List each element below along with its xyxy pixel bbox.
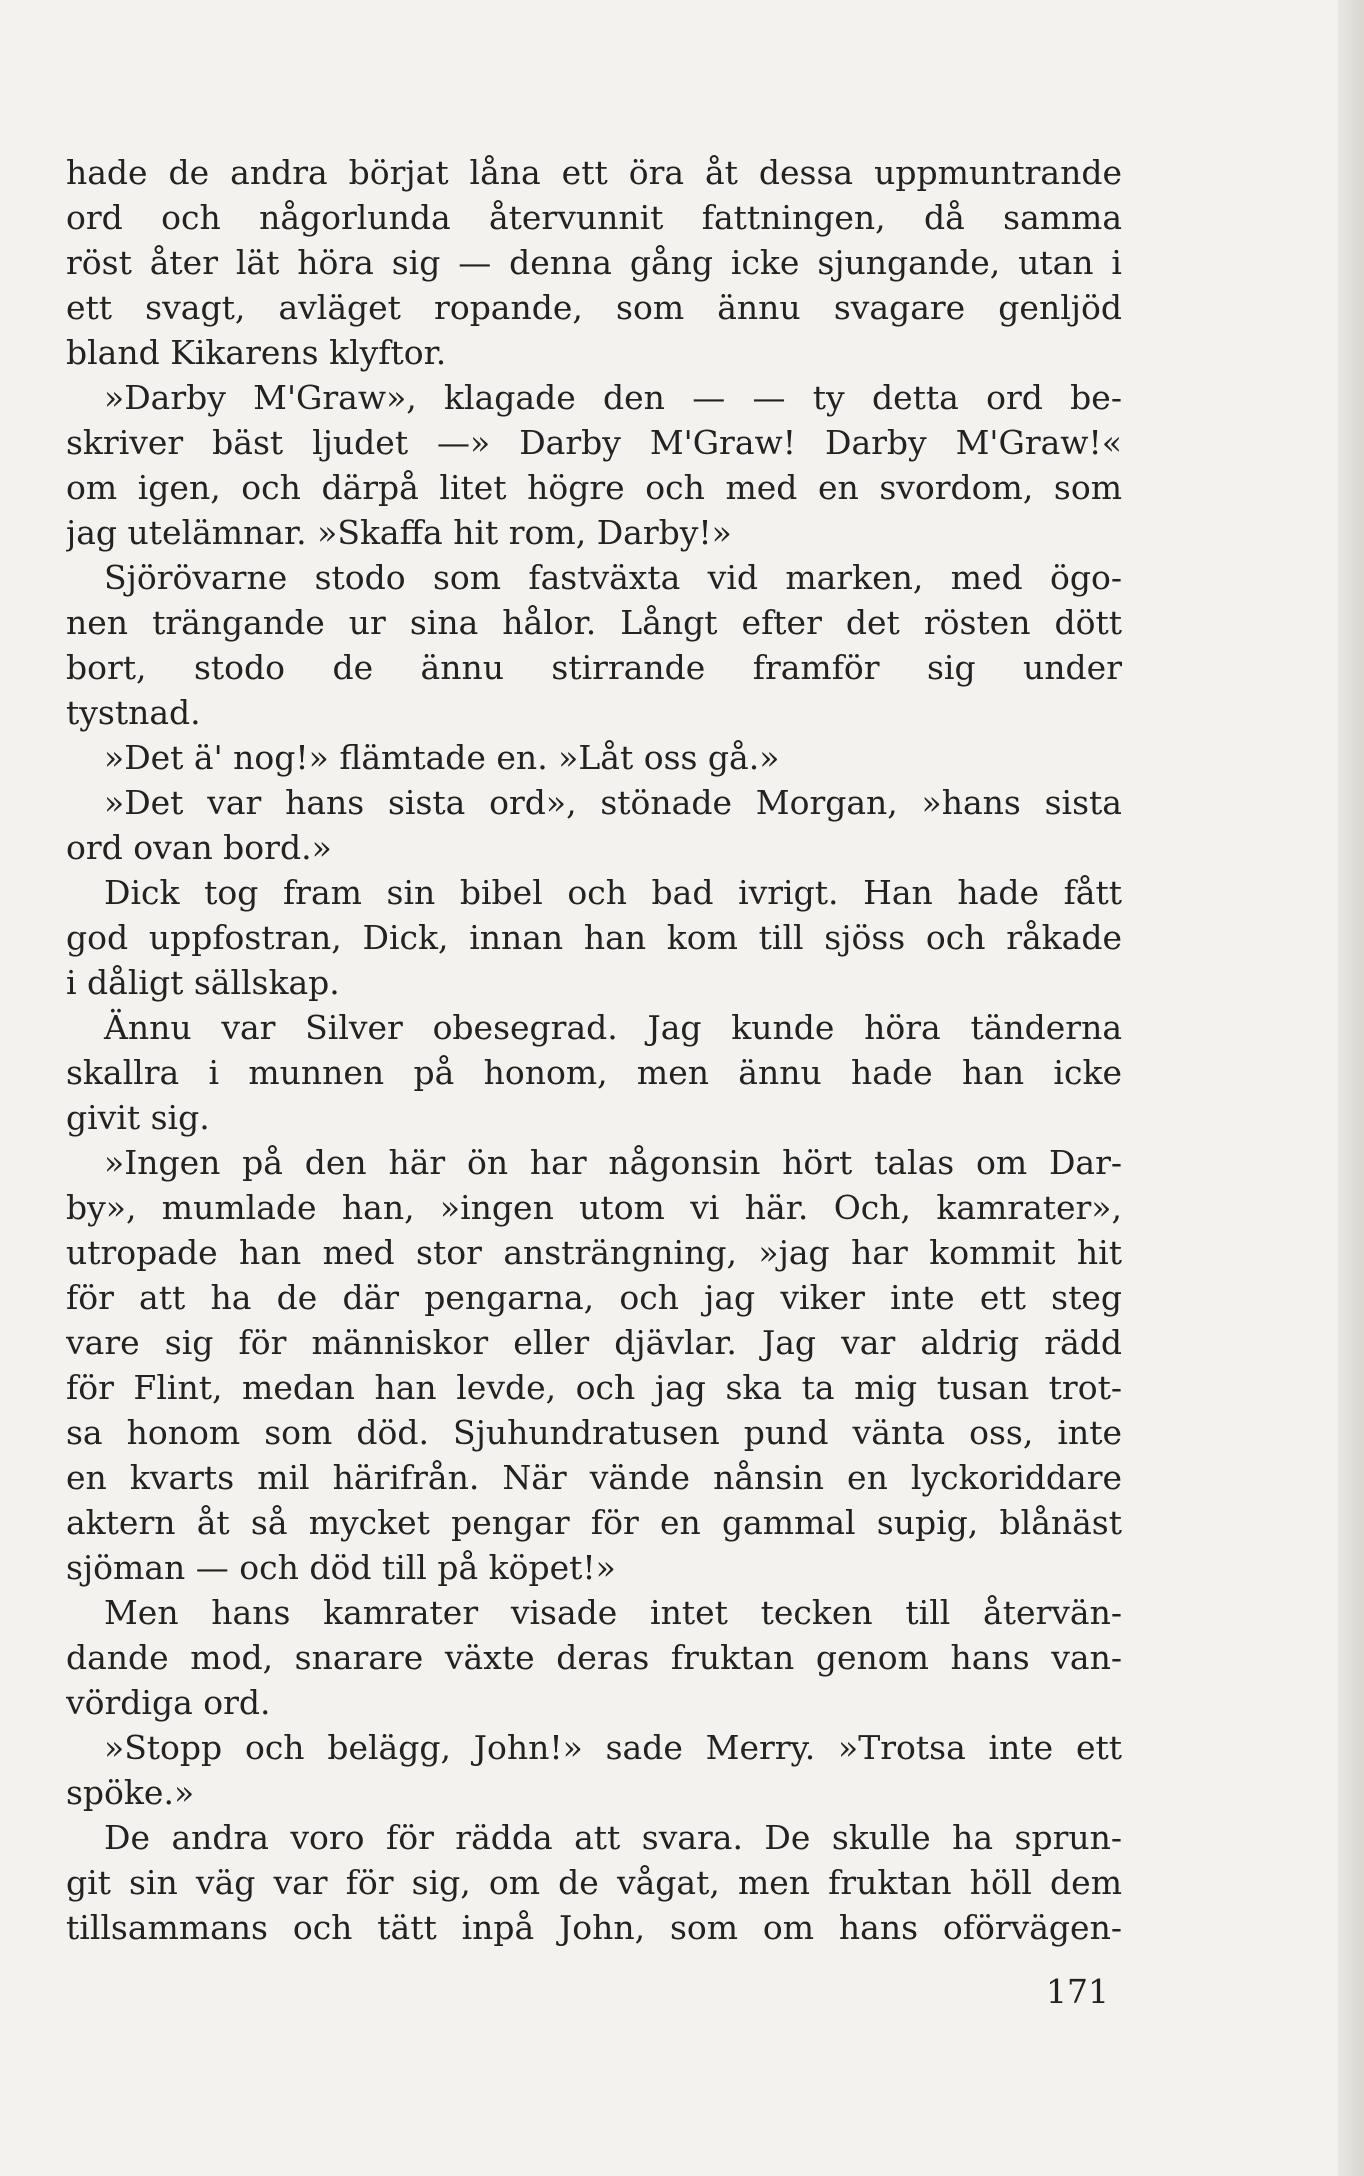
text-line: bort, stodo de ännu stirrande framför sig under	[66, 648, 1122, 687]
text-line: ord ovan bord.»	[66, 828, 332, 867]
text-line: Sjörövarne stodo som fastväxta vid marken, med ögo-	[104, 558, 1122, 597]
text-line: ord och någorlunda återvunnit fattningen, då samma	[66, 198, 1122, 237]
text-line: spöke.»	[66, 1773, 195, 1812]
text-line: skallra i munnen på honom, men ännu hade han icke	[66, 1053, 1122, 1092]
text-line: en kvarts mil härifrån. När vände nånsin en lyckoriddare	[66, 1458, 1122, 1497]
text-line: dande mod, snarare växte deras fruktan genom hans van-	[66, 1638, 1122, 1677]
text-line: ett svagt, avläget ropande, som ännu svagare genljöd	[66, 288, 1122, 327]
body-text	[66, 150, 1122, 1950]
text-line: hade de andra börjat låna ett öra åt dessa uppmuntrande	[66, 153, 1122, 192]
text-line: vördiga ord.	[66, 1683, 271, 1722]
page-edge	[1338, 0, 1364, 2176]
text-line: »Det var hans sista ord», stönade Morgan, »hans sista	[104, 783, 1122, 822]
text-line: sjöman — och död till på köpet!»	[66, 1548, 616, 1587]
text-line: by», mumlade han, »ingen utom vi här. Och, kamrater»,	[66, 1188, 1122, 1227]
text-line: utropade han med stor ansträngning, »jag har kommit hit	[66, 1233, 1122, 1272]
text-line: för Flint, medan han levde, och jag ska ta mig tusan trot-	[66, 1368, 1122, 1407]
text-line: De andra voro för rädda att svara. De skulle ha sprun-	[104, 1818, 1122, 1857]
text-line: skriver bäst ljudet —» Darby M'Graw! Darby M'Graw!«	[66, 423, 1122, 462]
text-line: Men hans kamrater visade intet tecken till återvän-	[104, 1593, 1122, 1632]
text-line: »Darby M'Graw», klagade den — — ty detta ord be-	[104, 378, 1122, 417]
text-line: sa honom som död. Sjuhundratusen pund vänta oss, inte	[66, 1413, 1122, 1452]
text-line: för att ha de där pengarna, och jag viker inte ett steg	[66, 1278, 1122, 1317]
page-number: 171	[1046, 1972, 1109, 2011]
text-line: »Det ä' nog!» flämtade en. »Låt oss gå.»	[104, 738, 780, 777]
text-line: tillsammans och tätt inpå John, som om hans oförvägen-	[66, 1908, 1122, 1947]
text-line: bland Kikarens klyftor.	[66, 333, 447, 372]
text-line: Ännu var Silver obesegrad. Jag kunde höra tänderna	[104, 1008, 1122, 1047]
text-line: tystnad.	[66, 693, 201, 732]
text-line: givit sig.	[66, 1098, 210, 1137]
text-line: om igen, och därpå litet högre och med en svordom, som	[66, 468, 1122, 507]
text-line: aktern åt så mycket pengar för en gammal supig, blånäst	[66, 1503, 1122, 1542]
text-line: god uppfostran, Dick, innan han kom till sjöss och råkade	[66, 918, 1122, 957]
text-line: »Ingen på den här ön har någonsin hört talas om Dar-	[104, 1143, 1122, 1182]
text-line: Dick tog fram sin bibel och bad ivrigt. Han hade fått	[104, 873, 1122, 912]
text-line: git sin väg var för sig, om de vågat, men fruktan höll dem	[66, 1863, 1122, 1902]
text-line: röst åter lät höra sig — denna gång icke sjungande, utan i	[66, 243, 1122, 282]
text-line: i dåligt sällskap.	[66, 963, 340, 1002]
text-line: »Stopp och belägg, John!» sade Merry. »Trotsa inte ett	[104, 1728, 1122, 1767]
text-line: nen trängande ur sina hålor. Långt efter det rösten dött	[66, 603, 1122, 642]
text-line: jag utelämnar. »Skaffa hit rom, Darby!»	[66, 513, 732, 552]
text-line: vare sig för människor eller djävlar. Jag var aldrig rädd	[66, 1323, 1122, 1362]
